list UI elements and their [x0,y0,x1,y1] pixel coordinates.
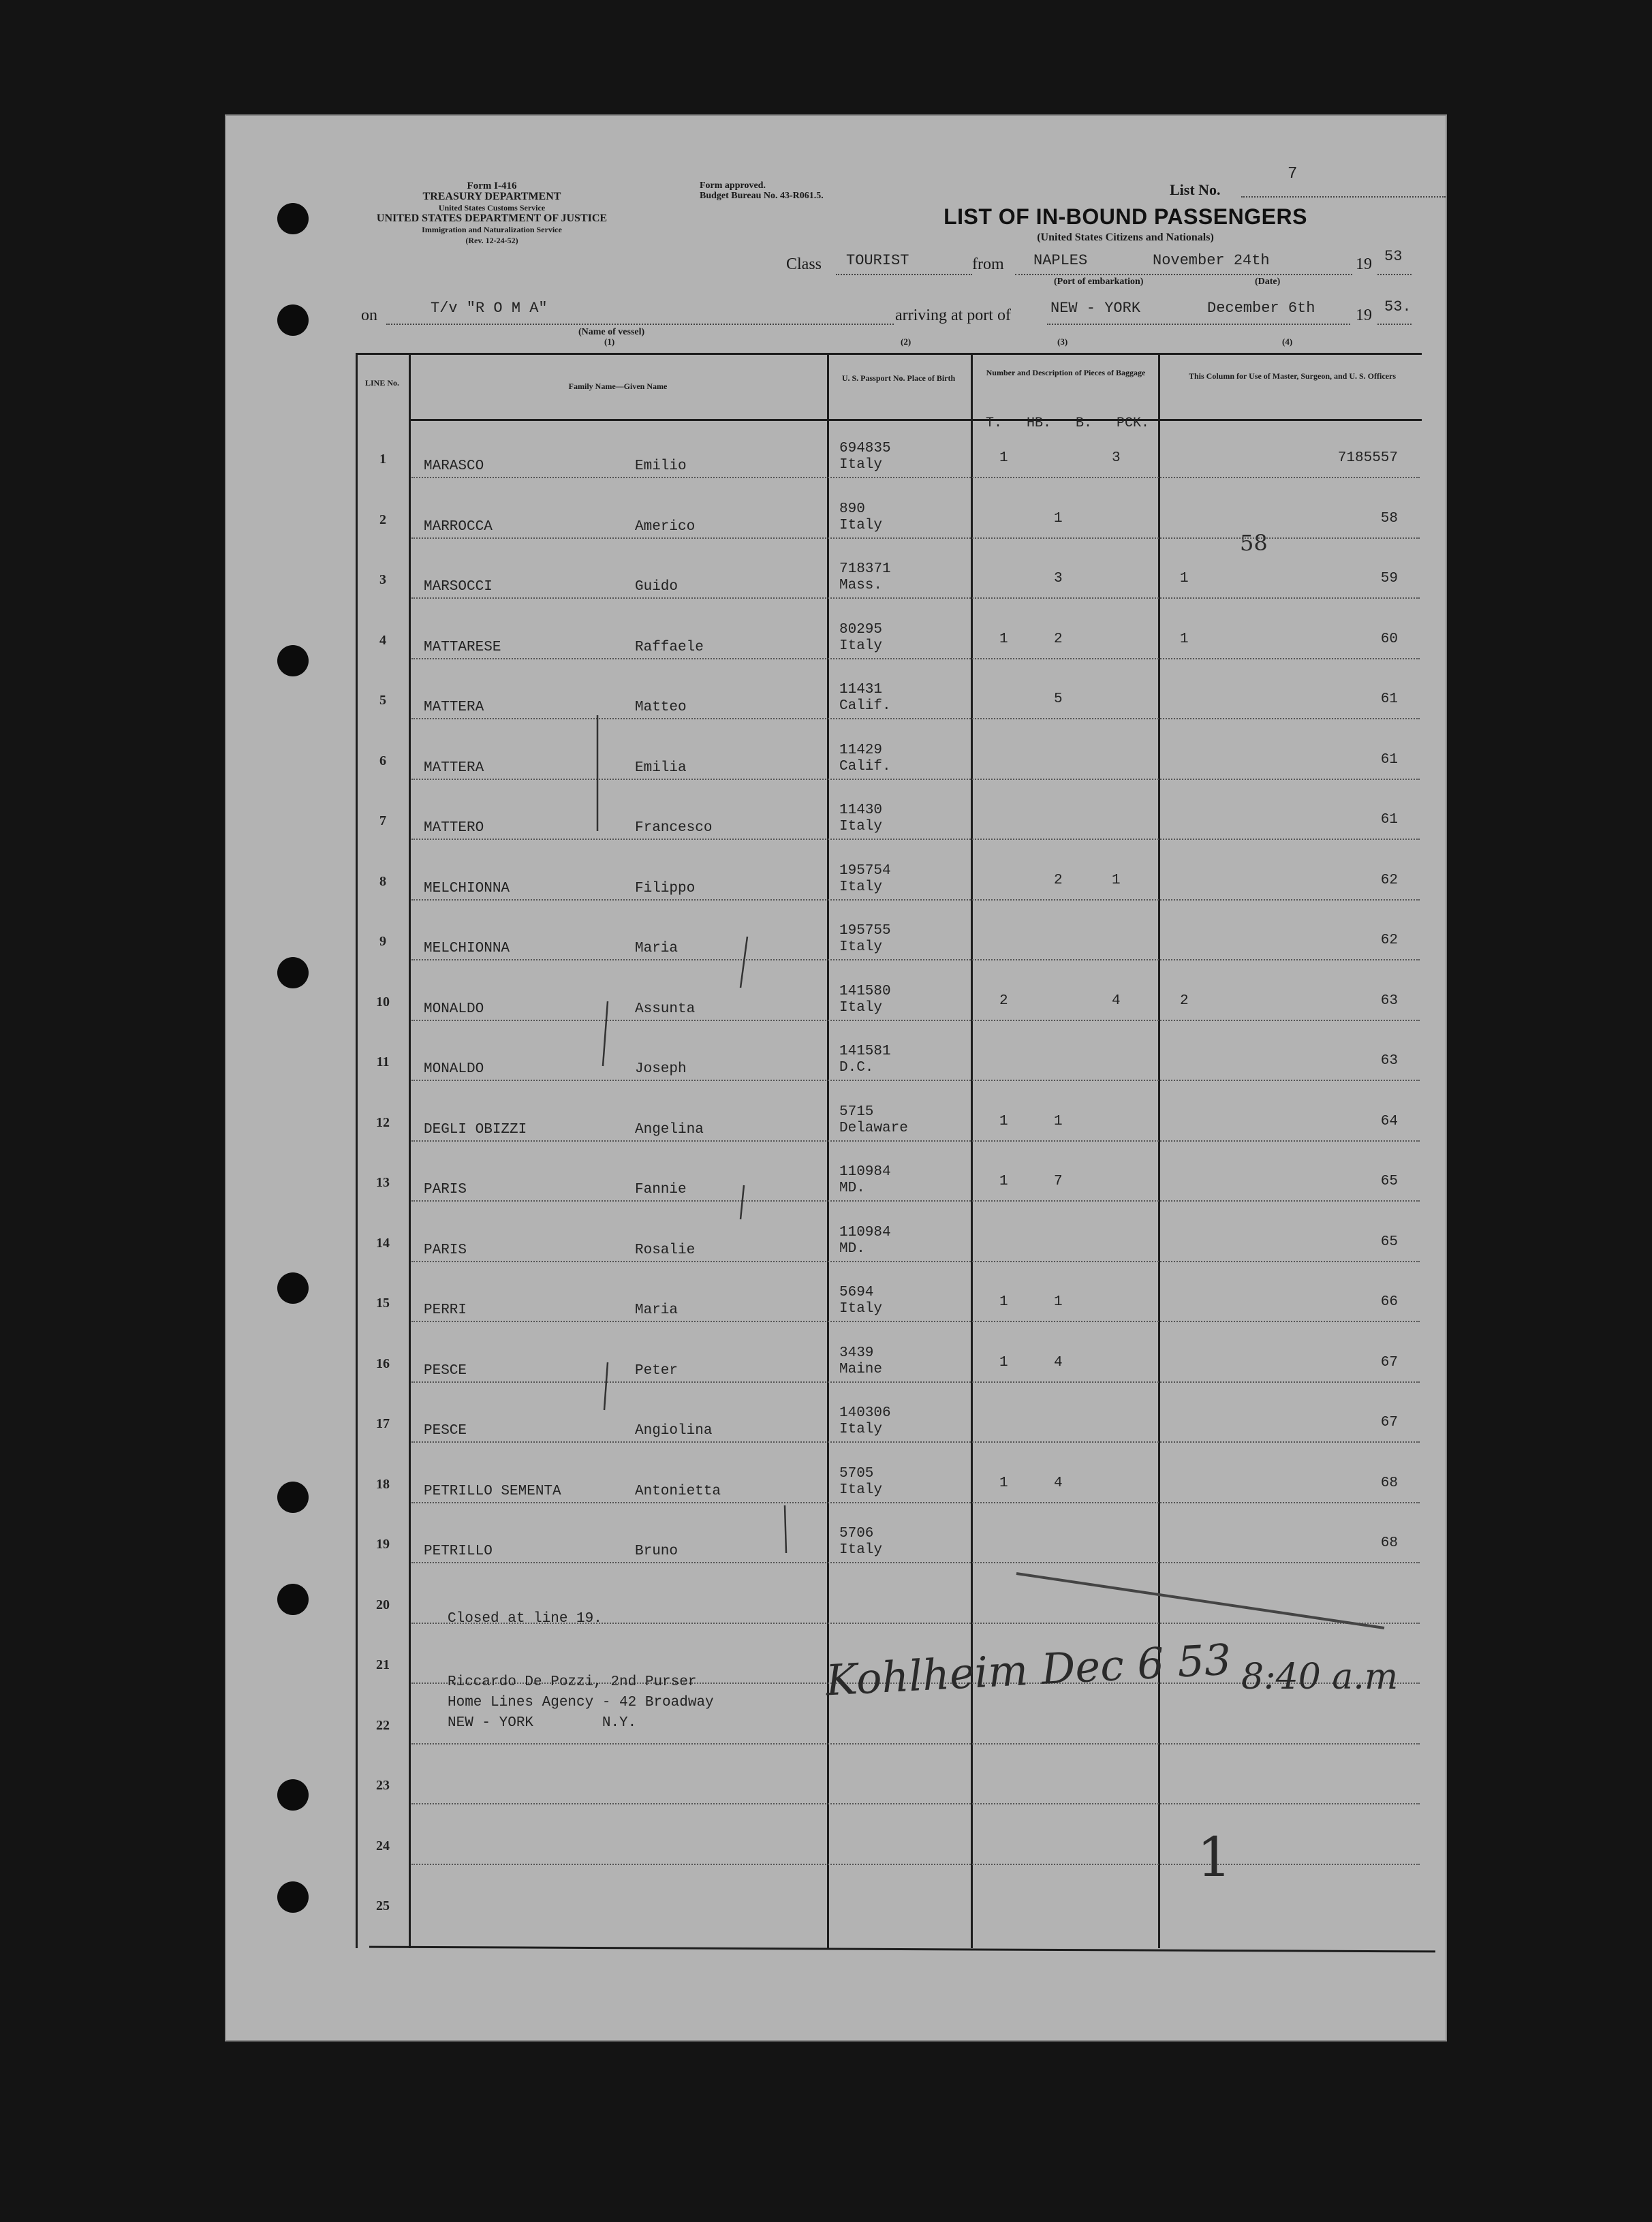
row-officer-mark: 65 [1380,1234,1398,1250]
row-birth-place: Maine [839,1361,883,1377]
row-family-name: PESCE [424,1362,467,1379]
row-family-name: MELCHIONNA [424,941,510,956]
row-bag-hb: 1 [1054,510,1063,527]
row-officer-mark: 68 [1380,1475,1398,1491]
row-given-name: Angiolina [635,1423,713,1439]
customs-service: United States Customs Service [438,203,546,213]
row-bag-t: 1 [999,1174,1008,1189]
row-birth-place: Italy [839,638,883,654]
row-bag-hb: 7 [1054,1174,1063,1189]
blank-line-number: 25 [376,1898,390,1913]
row-family-name: MATTARESE [424,639,501,655]
col-header-line: LINE No. [364,378,399,388]
row-line-number: 1 [379,452,386,467]
row-birth-place: MD. [839,1180,865,1196]
col-num-2: (2) [901,337,911,347]
row-passport-no: 141580 [839,983,891,999]
col-header-name: Family Name—Given Name [568,381,668,391]
row-birth-place: MD. [839,1240,865,1257]
arrival-date: December 6th [1207,300,1315,317]
ins-service: Immigration and Naturalization Service [422,225,562,234]
row-birth-place: Italy [839,1422,883,1437]
row-bag-t: 1 [999,1475,1008,1491]
row-passport-no: 718371 [839,561,891,577]
row-bag-hb: 2 [1054,872,1063,888]
row-line-number: 7 [379,813,386,828]
row-line-number: 17 [376,1416,390,1431]
row-family-name: PETRILLO [424,1544,493,1559]
closed-note: Closed at line 19. [448,1611,602,1627]
row-bag-hb: 1 [1054,1294,1063,1310]
row-given-name: Matteo [635,700,687,715]
row-birth-place: Italy [839,819,883,834]
row-passport-no: 5694 [839,1285,874,1300]
row-officer-mark: 61 [1380,812,1398,828]
row-given-name: Rosalie [635,1242,696,1258]
row-bag-pck: 2 [1180,992,1189,1009]
row-officer-mark: 62 [1380,933,1398,948]
embark-date: November 24th [1153,252,1270,269]
col-header-officers: This Column for Use of Master, Surgeon, and U. S. Officers [1188,371,1396,381]
arriving-label: arriving at port of [895,307,1011,324]
from-label: from [972,255,1004,273]
row-officer-mark: 63 [1380,1053,1398,1069]
inspector-signature: Kohlheim Dec 6 53 [824,1634,1233,1706]
row-line-number: 15 [376,1296,390,1311]
purser-name: Riccardo De Pozzi, 2nd Purser [448,1674,697,1690]
row-officer-mark: 62 [1380,872,1398,888]
row-passport-no: 195754 [839,862,891,879]
agency-city: NEW - YORK N.Y. [448,1715,637,1731]
row-officer-mark: 64 [1380,1113,1398,1129]
row-birth-place: Italy [839,1301,883,1317]
row-officer-mark: 67 [1380,1354,1398,1371]
row-line-number: 11 [376,1054,390,1069]
form-page [225,114,1447,2041]
date-caption: (Date) [1255,277,1281,287]
row-given-name: Guido [635,579,679,595]
row-bag-hb: 1 [1054,1113,1063,1129]
row-line-number: 5 [379,693,386,708]
row-bag-hb: 4 [1054,1354,1063,1371]
row-bag-pck: 1 [1180,631,1189,647]
row-bag-hb: 2 [1054,631,1063,647]
pen-strokes [226,116,1446,2040]
blank-line-number: 21 [376,1657,390,1672]
revision-date: (Rev. 12-24-52) [465,236,518,245]
arrival-year-prefix: 19 [1356,307,1372,324]
baggage-subheader: T. HB. B. PCK. [986,416,1150,431]
row-passport-no: 110984 [839,1164,891,1180]
blank-line-number: 22 [376,1717,390,1733]
row-passport-no: 11430 [839,802,883,818]
row-passport-no: 5706 [839,1526,874,1542]
row-family-name: PARIS [424,1182,467,1198]
embark-port: NAPLES [1033,252,1088,269]
dept-justice: UNITED STATES DEPARTMENT OF JUSTICE [376,213,608,224]
page-title: LIST OF IN-BOUND PASSENGERS [944,204,1307,229]
row-given-name: Emilia [635,760,687,776]
row-given-name: Maria [635,941,679,956]
row-passport-no: 11429 [839,742,883,758]
row-officer-mark: 65 [1380,1174,1398,1189]
row-given-name: Maria [635,1302,679,1318]
dept-treasury: TREASURY DEPARTMENT [422,191,561,202]
col-num-3: (3) [1057,337,1068,347]
row-birth-place: Mass. [839,578,883,593]
row-officer-mark: 7185557 [1337,450,1398,466]
row-given-name: Americo [635,518,696,535]
row-bag-t: 1 [999,631,1008,647]
row-bag-t: 1 [999,450,1008,466]
row-line-number: 18 [376,1476,390,1492]
row-line-number: 2 [379,512,386,527]
handwritten-mark: 1 [1197,1826,1232,1889]
row-passport-no: 141581 [839,1044,891,1059]
arrival-port: NEW - YORK [1050,300,1141,317]
embark-year-prefix: 19 [1356,255,1372,273]
page-subtitle: (United States Citizens and Nationals) [1037,232,1214,243]
inspection-time: 8:40 a.m [1241,1657,1399,1697]
row-bag-b: 4 [1112,992,1121,1009]
row-given-name: Emilio [635,458,687,474]
row-bag-b: 1 [1112,872,1121,888]
row-passport-no: 890 [839,501,865,517]
row-family-name: PERRI [424,1302,467,1318]
row-given-name: Fannie [635,1182,687,1198]
row-bag-b: 3 [1112,450,1121,466]
row-given-name: Angelina [635,1121,704,1138]
row-birth-place: D.C. [839,1060,874,1076]
row-bag-hb: 3 [1054,571,1063,586]
row-line-number: 10 [376,994,390,1010]
arrival-year: 53. [1384,298,1412,315]
row-line-number: 13 [376,1175,390,1190]
row-given-name: Bruno [635,1544,679,1559]
row-birth-place: Italy [839,1542,883,1558]
row-passport-no: 140306 [839,1405,891,1421]
row-passport-no: 5715 [839,1104,874,1120]
class-value: TOURIST [846,252,909,269]
handwritten-58: 58 [1240,530,1268,556]
row-family-name: DEGLI OBIZZI [424,1121,527,1138]
row-given-name: Antonietta [635,1483,721,1499]
row-officer-mark: 61 [1380,691,1398,707]
list-no-label: List No. [1170,181,1221,198]
row-family-name: MARASCO [424,458,484,474]
blank-line-number: 20 [376,1597,390,1612]
row-officer-mark: 59 [1380,571,1398,586]
list-no-value: 7 [1288,165,1298,183]
agency-address: Home Lines Agency - 42 Broadway [448,1695,714,1710]
row-line-number: 8 [379,873,386,889]
row-line-number: 3 [379,572,386,587]
row-family-name: PARIS [424,1242,467,1258]
row-family-name: PESCE [424,1423,467,1439]
blank-line-number: 23 [376,1778,390,1793]
col-num-4: (4) [1282,337,1293,347]
row-line-number: 12 [376,1114,390,1130]
row-bag-t: 1 [999,1113,1008,1129]
vessel-name: T/v "R O M A" [431,300,548,317]
row-family-name: PETRILLO SEMENTA [424,1483,561,1499]
row-officer-mark: 67 [1380,1415,1398,1430]
row-bag-t: 1 [999,1354,1008,1371]
embark-year: 53 [1384,248,1403,265]
row-birth-place: Italy [839,939,883,955]
row-given-name: Assunta [635,1001,696,1017]
row-family-name: MELCHIONNA [424,880,510,896]
row-officer-mark: 68 [1380,1535,1398,1551]
row-officer-mark: 63 [1380,992,1398,1009]
row-family-name: MATTERO [424,820,484,836]
form-approved: Form approved. [700,181,766,191]
row-family-name: MARSOCCI [424,579,493,595]
row-family-name: MONALDO [424,1061,484,1077]
row-given-name: Francesco [635,820,713,836]
row-line-number: 6 [379,753,386,768]
row-line-number: 16 [376,1356,390,1371]
row-family-name: MATTERA [424,760,484,776]
row-given-name: Joseph [635,1061,687,1077]
row-birth-place: Calif. [839,698,891,714]
row-given-name: Peter [635,1362,679,1379]
vessel-caption: (Name of vessel) [578,327,645,337]
blank-line-number: 24 [376,1838,390,1853]
row-birth-place: Calif. [839,758,891,774]
row-given-name: Raffaele [635,639,704,655]
row-line-number: 19 [376,1537,390,1552]
row-family-name: MATTERA [424,700,484,715]
row-birth-place: Italy [839,517,883,533]
row-passport-no: 5705 [839,1465,874,1482]
on-label: on [361,307,377,324]
row-passport-no: 80295 [839,621,883,638]
row-birth-place: Italy [839,457,883,473]
col-header-passport: U. S. Passport No. Place of Birth [841,373,956,383]
row-bag-t: 1 [999,1294,1008,1310]
row-officer-mark: 66 [1380,1294,1398,1310]
budget-bureau: Budget Bureau No. 43-R061.5. [700,191,824,201]
row-bag-hb: 5 [1054,691,1063,707]
row-birth-place: Italy [839,879,883,895]
row-line-number: 9 [379,934,386,949]
form-number: Form I-416 [467,181,517,191]
row-family-name: MONALDO [424,1001,484,1017]
row-birth-place: Delaware [839,1120,908,1136]
col-header-baggage: Number and Description of Pieces of Baggage [986,368,1146,377]
row-bag-t: 2 [999,992,1008,1009]
row-officer-mark: 61 [1380,751,1398,768]
col-num-1: (1) [604,337,615,347]
row-bag-pck: 1 [1180,571,1189,586]
row-bag-hb: 4 [1054,1475,1063,1491]
row-passport-no: 110984 [839,1224,891,1240]
row-line-number: 4 [379,632,386,648]
row-birth-place: Italy [839,999,883,1016]
row-passport-no: 195755 [839,923,891,939]
row-officer-mark: 60 [1380,631,1398,647]
row-passport-no: 3439 [839,1345,874,1361]
row-given-name: Filippo [635,880,696,896]
row-passport-no: 11431 [839,682,883,698]
class-label: Class [786,255,822,273]
row-line-number: 14 [376,1235,390,1251]
row-family-name: MARROCCA [424,518,493,535]
embark-port-caption: (Port of embarkation) [1054,277,1144,287]
row-birth-place: Italy [839,1482,883,1498]
row-officer-mark: 58 [1380,510,1398,527]
row-passport-no: 694835 [839,441,891,456]
